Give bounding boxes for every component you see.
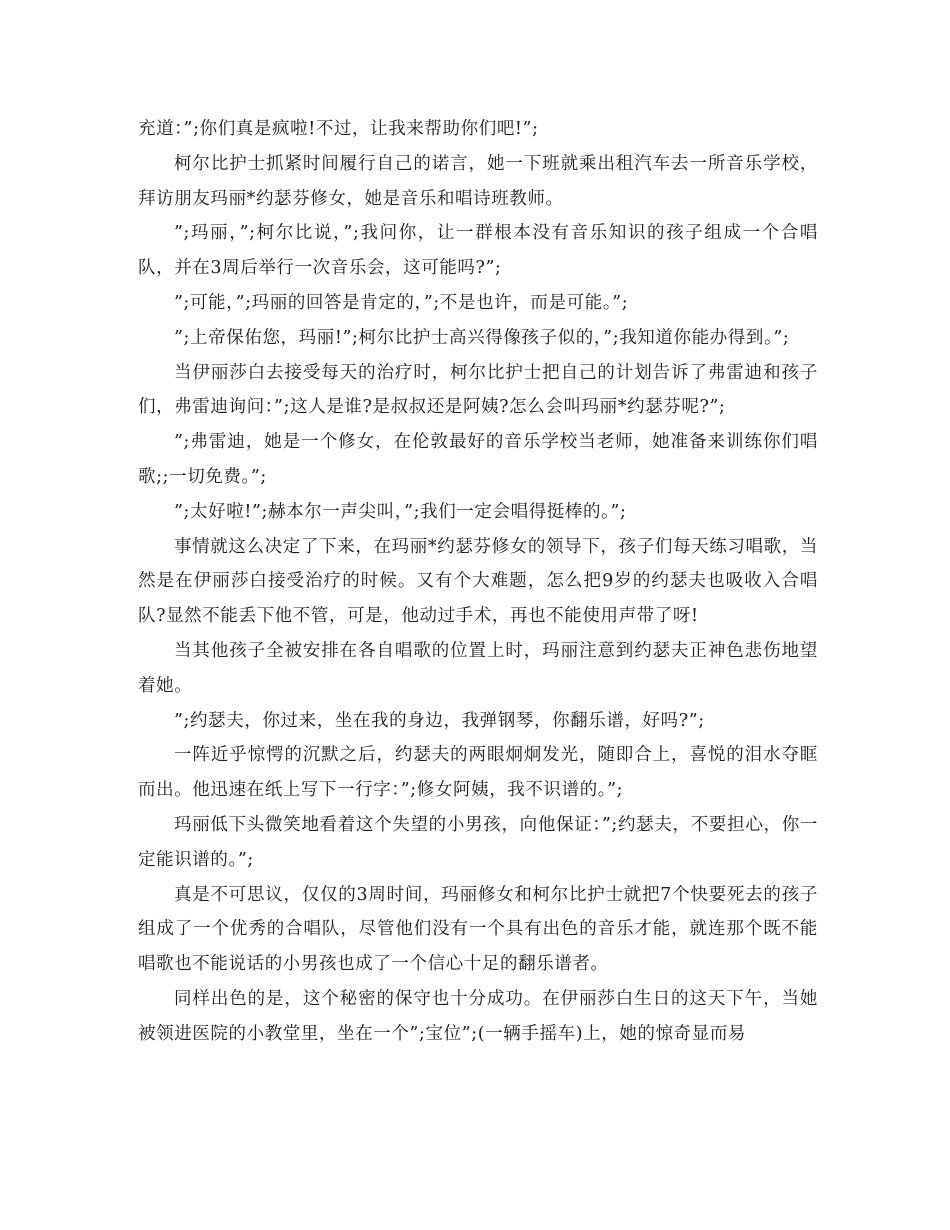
paragraph: ”;可能，”;玛丽的回答是肯定的，”;不是也许，而是可能。”; [174,292,629,313]
paragraph: ”;弗雷迪，她是一个修女，在伦敦最好的音乐学校当老师，她准备来训练你们唱歌;;一切免费。”; [138,432,818,487]
paragraph: 事情就这么决定了下来，在玛丽*约瑟芬修女的领导下，孩子们每天练习唱歌，当然是在伊丽莎白接受治疗的时候。又有个大难题，怎么把9岁的约瑟夫也吸收入合唱队?显然不能丢下他不管，可是，他动过手术，再也不能使用声带了呀! [138,536,818,627]
paragraph: 柯尔比护士抓紧时间履行自己的诺言，她一下班就乘出租汽车去一所音乐学校，拜访朋友玛丽*约瑟芬修女，她是音乐和唱诗班教师。 [138,153,818,209]
paragraph: 同样出色的是，这个秘密的保守也十分成功。在伊丽莎白生日的这天下午，当她被领进医院的小教堂里，坐在一个”;宝位”;(一辆手摇车)上，她的惊奇显而易 [138,988,818,1044]
document-body [138,112,818,1052]
paragraph: 当其他孩子全被安排在各自唱歌的位置上时，玛丽注意到约瑟夫正神色悲伤地望着她。 [138,640,818,696]
paragraph: ”;太好啦!”;赫本尔一声尖叫，”;我们一定会唱得挺棒的。”; [174,501,627,522]
paragraph: 充道：”;你们真是疯啦!不过，让我来帮助你们吧!”; [138,119,539,139]
paragraph: 真是不可思议，仅仅的3周时间，玛丽修女和柯尔比护士就把7个快要死去的孩子组成了一个优秀的合唱队，尽管他们没有一个具有出色的音乐才能，就连那个既不能唱歌也不能说话的小男孩也成了一个信心十足的翻乐谱者。 [138,884,818,975]
paragraph: 玛丽低下头微笑地看着这个失望的小男孩，向他保证：”;约瑟夫，不要担心，你一定能识谱的。”; [138,814,818,870]
paragraph: 一阵近乎惊愕的沉默之后，约瑟夫的两眼炯炯发光，随即合上，喜悦的泪水夺眶而出。他迅速在纸上写下一行字：”;修女阿姨，我不识谱的。”; [138,745,818,801]
paragraph: ”;约瑟夫，你过来，坐在我的身边，我弹钢琴，你翻乐谱，好吗?”; [174,710,705,731]
paragraph: ”;玛丽，”;柯尔比说，”;我问你，让一群根本没有音乐知识的孩子组成一个合唱队，并在3周后举行一次音乐会，这可能吗?”; [138,223,818,279]
paragraph: ”;上帝保佑您，玛丽!”;柯尔比护士高兴得像孩子似的，”;我知道你能办得到。”; [174,327,790,348]
paragraph: 当伊丽莎白去接受每天的治疗时，柯尔比护士把自己的计划告诉了弗雷迪和孩子们，弗雷迪询问：”;这人是谁?是叔叔还是阿姨?怎么会叫玛丽*约瑟芬呢?”; [138,362,818,418]
